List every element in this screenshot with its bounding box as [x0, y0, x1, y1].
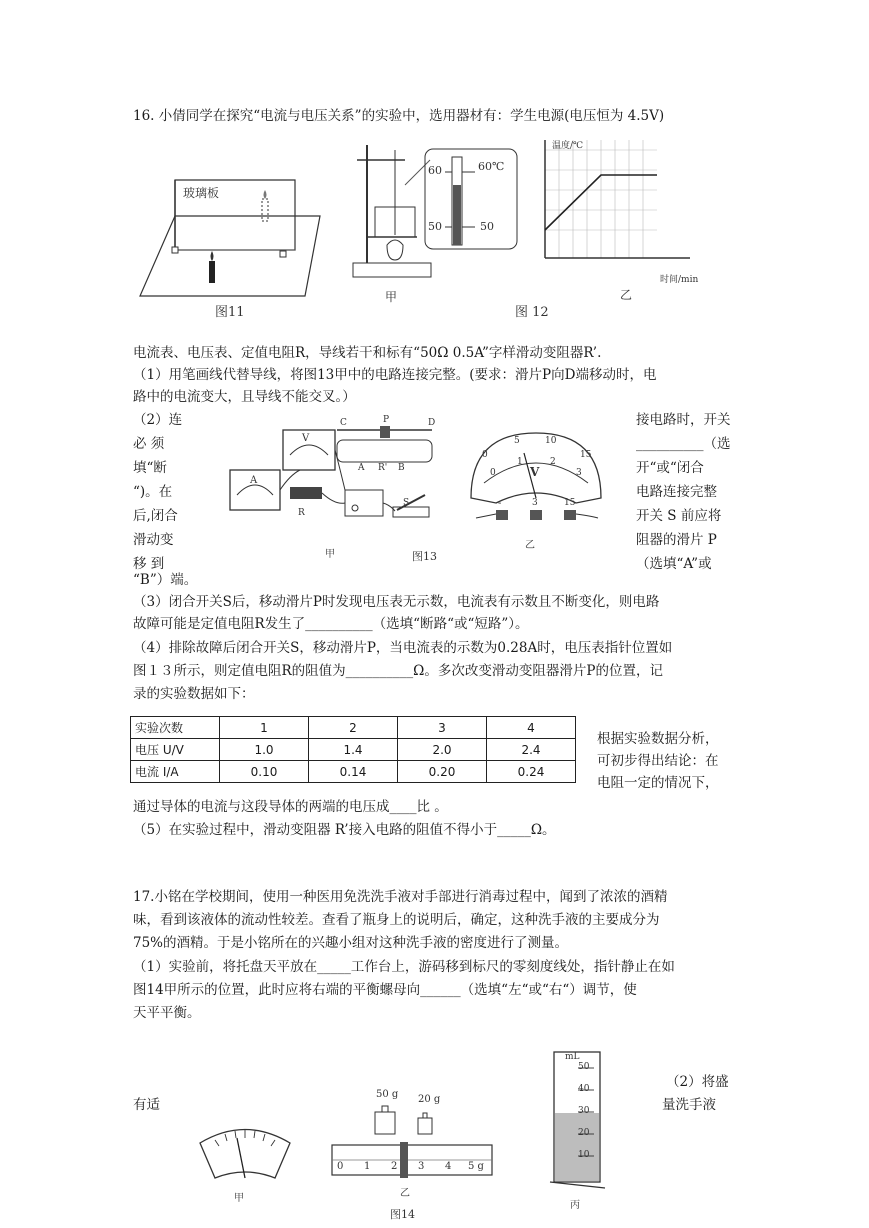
fig14-bing-label: 丙 [570, 1200, 580, 1211]
ruler-0: 0 [337, 1161, 344, 1172]
q16-p2-right-0: 接电路时，开关 [636, 412, 731, 428]
cylinder-tick-40: 40 [578, 1084, 590, 1094]
q16-concl-right-2: 电阻一定的情况下， [597, 775, 719, 791]
dial-term-15: 15 [564, 498, 576, 508]
table-cell: 1 [220, 717, 309, 739]
q16-p3a: （3）闭合开关S后，移动滑片P时发现电压表无示数，电流表有示数且不断变化，则电路 [133, 594, 660, 610]
table-cell: 0.24 [487, 761, 576, 783]
fig14-jia-label: 甲 [234, 1193, 244, 1204]
q16-p4c: 录的实验数据如下： [133, 686, 255, 702]
q17-p0b: 味，看到该液体的流动性较差。查看了瓶身上的说明后，确定，这种洗手液的主要成分为 [133, 912, 660, 928]
dial-small-2: 2 [550, 457, 556, 467]
ruler-3: 3 [418, 1161, 425, 1172]
data-table [130, 716, 576, 783]
therm-50-left: 50 [428, 220, 442, 233]
fig13-c-label: C [340, 418, 347, 428]
figure-13-circuit [225, 425, 440, 545]
dial-term-neg: - [498, 498, 502, 509]
q16-p2-end: “B”）端。 [133, 572, 198, 588]
q16-p2-right-1: __________（选 [636, 436, 731, 452]
q17-p2-right2: 量洗手液 [662, 1097, 716, 1113]
q16-p1a: （1）用笔画线代替导线，将图13甲中的电路连接完整。(要求：滑片P向D端移动时，电 [133, 367, 657, 383]
dial-v-symbol: V [530, 465, 540, 479]
fig13-d-label: D [428, 418, 436, 428]
q16-p3b: 故障可能是定值电阻R发生了__________（选填“断路“或“短路”）。 [133, 616, 529, 632]
q16-p2-left-2: 填“断 [133, 460, 167, 476]
table-header-voltage: 电压 U/V [131, 739, 220, 761]
weight-20g: 20 g [418, 1094, 441, 1105]
q16-p2-right-5: 阻器的滑片 P [636, 532, 717, 548]
fig13-voltmeter-label: V [302, 433, 310, 444]
q16-line1: 电流表、电压表、定值电阻R，导线若干和标有“50Ω 0.5A”字样滑动变阻器R’. [133, 345, 602, 361]
q16-concl-right-1: 可初步得出结论：在 [597, 753, 719, 769]
table-cell: 0.14 [309, 761, 398, 783]
cylinder-tick-30: 30 [578, 1106, 590, 1116]
q17-p1b: 图14甲所示的位置，此时应将右端的平衡螺母向______（选填“左“或“右“）调节，使 [133, 982, 637, 998]
table-header-current: 电流 I/A [131, 761, 220, 783]
q16-p2-left-3: “)。在 [133, 484, 173, 500]
fig12-jia-label: 甲 [385, 290, 398, 304]
q16-p2-right-4: 开关 S 前应将 [636, 508, 722, 524]
figure-13-voltmeter-dial [466, 428, 606, 538]
q17-p2-left: 有适 [133, 1097, 160, 1113]
q16-p2-right-6: （选填“A”或 [636, 556, 712, 572]
ruler-1: 1 [364, 1161, 371, 1172]
q17-p0c: 75%的酒精。于是小铭所在的兴趣小组对这种洗手液的密度进行了测量。 [133, 935, 569, 951]
q16-p1b: 路中的电流变大，且导线不能交叉。） [133, 389, 356, 405]
cylinder-tick-10: 10 [578, 1150, 590, 1160]
therm-60-left: 60 [428, 164, 442, 177]
q16-p4b: 图１３所示，则定值电阻R的阻值为__________Ω。多次改变滑动变阻器滑片P的位置，记 [133, 663, 663, 679]
q16-p2-left-6: 移 到 [133, 556, 165, 572]
fig13-b-label: B [398, 463, 405, 473]
ruler-5g: 5 g [468, 1161, 484, 1172]
q16-p4a: （4）排除故障后闭合开关S，移动滑片P，当电流表的示数为0.28A时，电压表指针位置如 [133, 640, 673, 656]
dial-term-3: 3 [532, 498, 538, 508]
fig13-a-label: A [358, 463, 365, 473]
q16-p2-right-3: 电路连接完整 [636, 484, 717, 500]
fig14-caption: 图14 [390, 1208, 415, 1221]
dial-big-15: 15 [580, 450, 592, 460]
dial-small-0: 0 [490, 468, 496, 478]
fig12-caption: 图 12 [515, 305, 549, 320]
dial-big-5: 5 [514, 436, 520, 446]
q17-p1a: （1）实验前，将托盘天平放在_____工作台上，游码移到标尺的零刻度线处，指针静止在如 [133, 959, 675, 975]
therm-60-right: 60℃ [478, 160, 505, 173]
fig13-rprime-label: R' [378, 463, 388, 473]
table-cell: 4 [487, 717, 576, 739]
q17-p0a: 17.小铭在学校期间，使用一种医用免洗洗手液对手部进行消毒过程中，闻到了浓浓的酒精 [133, 889, 668, 905]
q16-p2-left-1: 必 须 [133, 436, 165, 452]
therm-50-right: 50 [480, 220, 494, 233]
figure-12-graph [545, 140, 695, 270]
fig14-yi-label: 乙 [400, 1188, 410, 1199]
dial-big-0: 0 [482, 450, 488, 460]
figure-14-balance-dial [195, 1118, 295, 1193]
q16-concl-right-0: 根据实验数据分析， [597, 731, 719, 747]
fig13-s-label: S [403, 498, 410, 508]
cylinder-unit: mL [565, 1052, 580, 1062]
q16-p2-left-0: （2）连 [133, 412, 183, 428]
dial-big-10: 10 [545, 436, 557, 446]
table-cell: 3 [398, 717, 487, 739]
table-cell: 0.10 [220, 761, 309, 783]
fig13-yi-label: 乙 [525, 540, 535, 551]
q16-p2-left-5: 滑动变 [133, 532, 174, 548]
q16-p2-right-2: 开“或“闭合 [636, 460, 704, 476]
fig13-caption: 图13 [412, 550, 437, 563]
table-row [131, 761, 576, 783]
table-cell: 2 [309, 717, 398, 739]
dial-small-1: 1 [517, 457, 523, 467]
q16-p5: （5）在实验过程中，滑动变阻器 R’接入电路的阻值不得小于_____Ω。 [133, 822, 556, 838]
fig13-r-label: R [298, 508, 305, 518]
cylinder-tick-20: 20 [578, 1128, 590, 1138]
ruler-4: 4 [445, 1161, 452, 1172]
table-row [131, 739, 576, 761]
q16-p2-left-4: 后,闭合 [133, 508, 178, 524]
graph-y-title: 温度/℃ [552, 141, 584, 151]
table-header-trial: 实验次数 [131, 717, 220, 739]
fig13-p-label: P [383, 415, 390, 425]
table-cell: 2.4 [487, 739, 576, 761]
q16-intro: 16. 小倩同学在探究“电流与电压关系”的实验中，选用器材有：学生电源(电压恒为 4.5V) [133, 108, 665, 124]
table-cell: 0.20 [398, 761, 487, 783]
ruler-2: 2 [391, 1161, 398, 1172]
q17-p2-right: （2）将盛 [666, 1074, 729, 1090]
table-cell: 2.0 [398, 739, 487, 761]
q17-p1c: 天平平衡。 [133, 1005, 201, 1021]
weight-50g: 50 g [376, 1089, 399, 1100]
fig11-caption: 图11 [215, 305, 245, 320]
table-cell: 1.0 [220, 739, 309, 761]
fig13-jia-label: 甲 [325, 549, 335, 560]
fig12-yi-label: 乙 [620, 288, 633, 302]
dial-small-3: 3 [576, 468, 582, 478]
figure-14-weights-ruler [330, 1100, 495, 1185]
table-cell: 1.4 [309, 739, 398, 761]
cylinder-tick-50: 50 [578, 1062, 590, 1072]
fig13-ammeter-label: A [250, 475, 258, 486]
fig11-board-label: 玻璃板 [183, 186, 220, 200]
graph-x-title: 时间/min [660, 275, 699, 285]
table-row [131, 717, 576, 739]
q16-concl-line: 通过导体的电流与这段导体的两端的电压成____比 。 [133, 799, 448, 815]
